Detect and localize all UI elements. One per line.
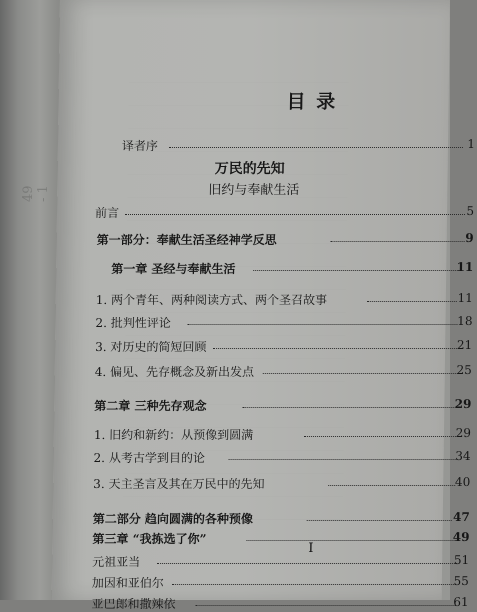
- toc-entry-label: 加因和亚伯尔: [91, 576, 164, 590]
- toc-entry-label: 前言: [94, 206, 120, 220]
- toc-entry-label: 亚巴郎和撒辣依: [91, 597, 176, 611]
- dotted-leader: [242, 407, 456, 408]
- toc-entry-label: 译者序: [121, 139, 159, 153]
- dotted-leader: [125, 214, 465, 215]
- section-subheading-old-testament: 旧约与奉献生活: [208, 183, 300, 198]
- dotted-leader: [328, 485, 455, 486]
- toc-entry-label: 4. 偏见、先存概念及新出发点: [94, 365, 255, 379]
- dotted-leader: [246, 540, 455, 541]
- section-heading-prophets: 万民的先知: [214, 161, 285, 177]
- dotted-leader: [229, 459, 456, 460]
- left-page: [0, 0, 60, 600]
- toc-entry-label: 第一章 圣经与奉献生活: [111, 262, 236, 276]
- toc-page-number: 11: [456, 260, 474, 274]
- toc-page-number: 55: [453, 574, 469, 588]
- toc-entry-label: 2. 批判性评论: [95, 316, 171, 330]
- toc-page-number: 47: [452, 510, 470, 524]
- dotted-leader: [263, 373, 458, 374]
- toc-page-number: 49: [452, 530, 470, 544]
- toc-entry-label: 3. 对历史的简短回顾: [95, 340, 207, 354]
- toc-page-number: 29: [454, 397, 472, 411]
- toc-page-number: 25: [456, 363, 472, 377]
- toc-page-number: 40: [454, 475, 471, 489]
- page-footer-roman-numeral: I: [308, 541, 314, 556]
- dotted-leader: [172, 584, 456, 585]
- dotted-leader: [187, 324, 457, 325]
- toc-entry-label: 第二章 三种先存观念: [94, 399, 207, 413]
- dotted-leader: [304, 436, 456, 437]
- dotted-leader: [331, 241, 465, 242]
- dotted-leader: [196, 605, 456, 606]
- toc-page-number: 29: [455, 426, 472, 440]
- dotted-leader: [157, 563, 457, 564]
- dotted-leader: [367, 301, 457, 302]
- toc-page-number: 61: [453, 595, 469, 609]
- dotted-leader: [307, 520, 452, 521]
- toc-entry-label: 1. 两个青年、两种阅读方式、两个圣召故事: [95, 293, 328, 307]
- toc-page-number: 9: [465, 231, 474, 245]
- toc-page-number: 21: [456, 338, 473, 352]
- toc-page-number: 11: [457, 291, 473, 305]
- toc-entry-label: 1. 旧约和新约：从预像到圆满: [93, 428, 254, 442]
- right-page: [52, 0, 476, 611]
- table-of-contents-title: 目 录: [286, 91, 338, 113]
- toc-entry-label: 第一部分：奉献生活圣经神学反思: [96, 233, 277, 247]
- toc-entry-label: 2. 从考古学到目的论: [93, 451, 205, 465]
- left-page-mark: 49 - 1: [21, 185, 51, 202]
- dotted-leader: [253, 270, 458, 271]
- toc-entry-label: 3. 天主圣言及其在万民中的先知: [93, 477, 265, 491]
- toc-page-number: 1: [467, 137, 476, 151]
- toc-entry-label: 元祖亚当: [92, 555, 141, 569]
- toc-page-number: 34: [455, 449, 471, 463]
- toc-entry-label: 第三章 “我拣选了你”: [92, 532, 207, 546]
- toc-page-number: 51: [453, 553, 470, 567]
- dotted-leader: [169, 147, 463, 148]
- dotted-leader: [213, 348, 457, 349]
- toc-page-number: 18: [457, 314, 473, 328]
- toc-page-number: 5: [466, 204, 475, 218]
- toc-entry-label: 第二部分 趋向圆满的各种预像: [92, 512, 254, 526]
